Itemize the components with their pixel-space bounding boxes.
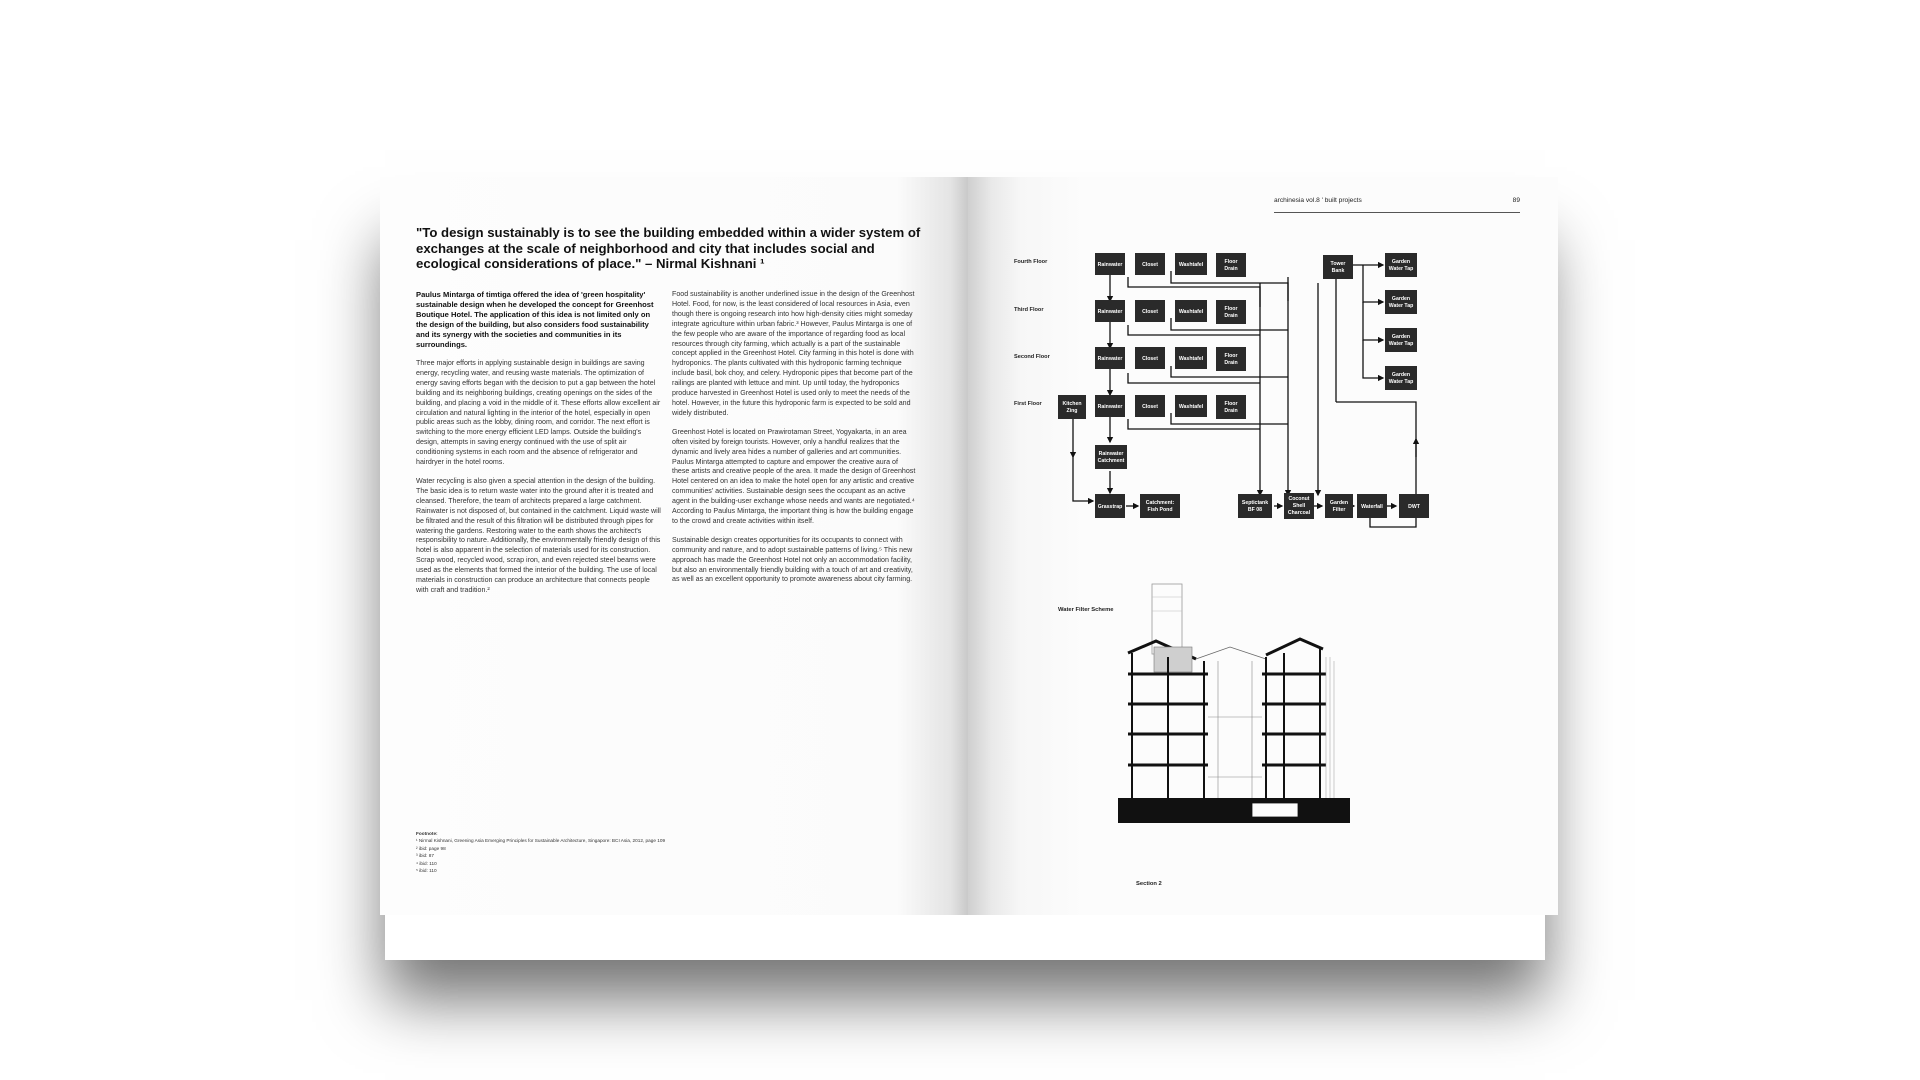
text-column-1 <box>416 290 661 605</box>
text-column-2 <box>672 290 917 594</box>
left-page <box>380 177 968 915</box>
box-label: Garden <box>1329 500 1349 506</box>
box-label: Filter <box>1332 507 1346 513</box>
section-caption: Section 2 <box>1136 881 1162 887</box>
page-number: 89 <box>1512 197 1520 204</box>
footnote: ⁵ ibid: 110 <box>416 868 437 874</box>
paragraph: Water recycling is also given a special attention in the design of the building. The basic idea is to return waste water into the ground after it is treated and cleansed. Therefore, the team of architects prepared a large catchment. Rainwater is not disposed of, but contained in the catchment. Liquid waste will be filtrated and the result of this filtration will be distributed through pipes for watering the gardens. Restoring water to the earth shows the architect's responsibility to nature. Additionally, the environmentally friendly design of this hotel is also apparent in the selection of materials used for its construction. Scrap wood, recycled wood, scrap iron, and even rejected steel beams were used as the elements that formed the interior of the building. The use of local materials in construction can produce an architecture that connects people with craft and tradition.² <box>416 476 661 594</box>
box-label: Tower <box>1330 261 1346 267</box>
footnote: ³ ibid: 87 <box>416 853 434 859</box>
footnotes-title: Footnote: <box>416 831 438 836</box>
box-label: Floor <box>1224 306 1238 312</box>
box-label: Waterfall <box>1361 504 1383 510</box>
floor-label: Fourth Floor <box>1014 259 1048 265</box>
pull-quote: "To design sustainably is to see the building embedded within a wider system of exchanges at the scale of neighborhood and city that includes social and ecological considerations of place." – Nirmal Kishnani ¹ <box>416 225 921 271</box>
box-label: Washtafel <box>1178 356 1204 362</box>
box-label: Garden <box>1391 372 1411 378</box>
footnotes <box>416 830 716 874</box>
box-label: Water Tap <box>1388 303 1414 309</box>
box-label: Garden <box>1391 296 1411 302</box>
footnote: ¹ Nirmal Kishnani, Greening Asia Emerging Principles for Sustainable Architecture, Singapore: BCI Asia, 2012, page 109 <box>416 838 666 844</box>
box-label: Water Tap <box>1388 341 1414 347</box>
box-label: Closet <box>1142 404 1158 410</box>
box-label: Floor <box>1224 353 1238 359</box>
floor-label: Third Floor <box>1014 307 1044 313</box>
box-label: Grasstrap <box>1097 504 1123 510</box>
box-label: Rainwater <box>1097 262 1123 268</box>
box-label: Rainwater <box>1097 404 1123 410</box>
diagram-caption: Water Filter Scheme <box>1058 607 1114 613</box>
section-drawing <box>1118 584 1350 823</box>
water-filter-scheme <box>968 177 1558 915</box>
box-label: Kitchen <box>1062 401 1082 407</box>
box-label: Fish Pond <box>1147 507 1173 513</box>
box-label: Drain <box>1224 313 1238 319</box>
box-label: DWT <box>1408 504 1420 510</box>
paragraph: Sustainable design creates opportunities for its occupants to connect with community and nature, and to adopt sustainable patterns of living.⁵ This new approach has made the Greenhost Hotel not only an accommodation facility, but also an environmentally friendly building with a touch of art and creativity, as well as an excellent opportunity to promote awareness about city farming. <box>672 535 913 584</box>
footnote: ⁴ ibid: 110 <box>416 860 437 866</box>
box-label: Floor <box>1224 259 1238 265</box>
box-label: Zing <box>1066 408 1078 414</box>
box-label: Catchment: <box>1145 500 1175 506</box>
box-label: Closet <box>1142 356 1158 362</box>
box-label: Water Tap <box>1388 266 1414 272</box>
floor-label: Second Floor <box>1014 354 1050 360</box>
floor-label: First Floor <box>1014 401 1042 407</box>
paragraph: Three major efforts in applying sustainable design in buildings are saving energy, recycling water, and reusing waste materials. The optimization of energy saving efforts began with the decision to put a gap between the hotel building and its neighboring buildings, creating openings on the sides of the building, and placing a void in the middle of it. These efforts allow excellent air circulation and natural lighting in the interior of the hotel, especially in open public areas such as the lobby, dining room, and corridor. The next effort is switching to the more energy efficient LED lamps. Outside the building's design, attempts in saving energy continued with the use of split air conditioning systems in each room and the absence of refrigerator and hairdryer in the hotel rooms. <box>416 359 661 467</box>
box-label: Garden <box>1391 334 1411 340</box>
footnote: ² ibid: page 98 <box>416 845 446 851</box>
paragraph: Food sustainability is another underlined issue in the design of the Greenhost Hotel. Food, for now, is the least considered of local resources in Asia, even though there is ongoing research into how high-density cities might someday integrate agriculture within urban fabric.³ However, Paulus Mintarga is one of the few people who are aware of the importance of regarding food as local resources through city farming, which actually is a part of the sustainable concept applied in the Greenhost Hotel. City farming in this hotel is done with hydroponics. The plants cultivated with this hydroponic farming technique include basil, bok choy, and celery. Hydroponic pipes that become part of the railings are planted with lettuce and mint. Up until today, the hydroponics produce harvested in Greenhost Hotel is used only to meet the needs of the hotel. However, in the future this hydroponic farm is expected to be sold and widely distributed. <box>672 290 915 417</box>
box-label: Drain <box>1224 360 1238 366</box>
box-label: Rainwater <box>1097 309 1123 315</box>
box-label: Water Tap <box>1388 379 1414 385</box>
box-label: Washtafel <box>1178 309 1204 315</box>
box-label: Septictank <box>1241 500 1269 506</box>
box-label: Garden <box>1391 259 1411 265</box>
box-label: Bank <box>1331 268 1345 274</box>
box-label: Washtafel <box>1178 262 1204 268</box>
box-label: Closet <box>1142 309 1158 315</box>
box-label: Floor <box>1224 401 1238 407</box>
box-label: BF 08 <box>1247 507 1263 513</box>
box-label: Closet <box>1142 262 1158 268</box>
lead-paragraph: Paulus Mintarga of timtiga offered the idea of 'green hospitality' sustainable design when he developed the concept for Greenhost Boutique Hotel. The application of this idea is not limited only on the design of the building, but also considers food sustainability and its synergy with the societies and communities in its surroundings. <box>416 290 654 349</box>
paragraph: Greenhost Hotel is located on Prawirotaman Street, Yogyakarta, in an area often visited by foreign tourists. However, only a handful realizes that the dynamic and lively area hides a number of galleries and art communities. Paulus Mintarga attempted to capture and empower the creative aura of these artists and creative people of the area. It made the design of Greenhost Hotel centered on an idea to make the hotel open for any artistic and creative communities' activities. Sustainable design sees the occupant as an active agent in the building-user exchange whose needs and wants are negotiated.⁴ According to Paulus Mintarga, the important thing is how the building engage to the crowd and create activities within itself. <box>672 427 916 525</box>
box-label: Coconut <box>1288 496 1310 502</box>
box-label: Rainwater <box>1098 451 1124 457</box>
running-head-title: archinesia vol.8 ' built projects <box>1274 197 1362 204</box>
box-label: Drain <box>1224 266 1238 272</box>
box-label: Washtafel <box>1178 404 1204 410</box>
box-label: Drain <box>1224 408 1238 414</box>
box-label: Charcoal <box>1287 510 1311 516</box>
box-label: Shell <box>1292 503 1306 509</box>
box-label: Rainwater <box>1097 356 1123 362</box>
right-page <box>968 177 1558 915</box>
box-label: Catchment <box>1097 458 1125 464</box>
